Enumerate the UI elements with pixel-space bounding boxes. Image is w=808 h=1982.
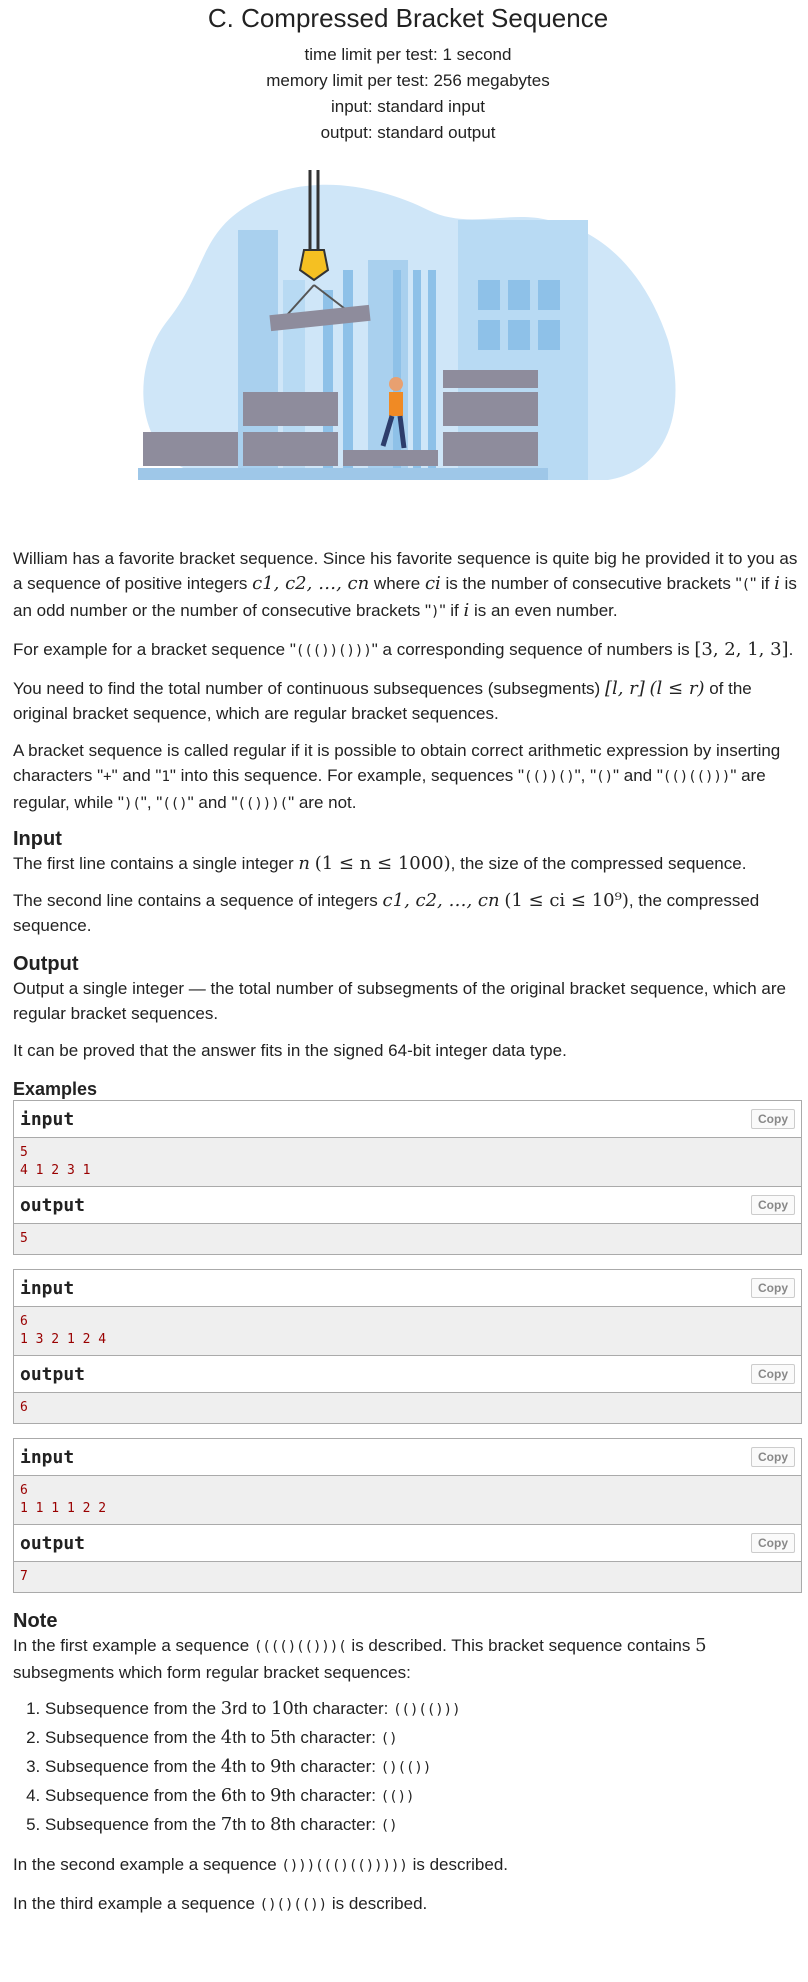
list-item: 5. Subsequence from the 7th to 8th character: ()	[45, 1811, 803, 1840]
input-line-2: The second line contains a sequence of integers c1, c2, …, cn (1 ≤ ci ≤ 10⁹), the compressed sequence.	[13, 890, 760, 935]
example-3-input: 6 1 1 1 1 2 2	[14, 1476, 801, 1525]
example-3-output: 7	[14, 1562, 801, 1592]
example-2	[13, 1269, 802, 1424]
example-1-output: 5	[14, 1224, 801, 1254]
output-label: output	[20, 1532, 86, 1554]
memory-limit: memory limit per test: 256 megabytes	[266, 71, 550, 90]
note-paragraph-3: In the third example a sequence ()()(()) is described.	[13, 1894, 428, 1913]
copy-button[interactable]: Copy	[751, 1109, 795, 1129]
output-heading: Output	[13, 953, 79, 975]
example-2-input-header	[14, 1270, 801, 1307]
output-label: output	[20, 1363, 86, 1385]
example-1	[13, 1100, 802, 1255]
statement-paragraph-3: You need to find the total number of continuous subsequences (subsegments) [l, r] (l ≤ r) of the original bracket sequence, which are regular bracket sequences.	[13, 678, 752, 723]
input-line-1: The first line contains a single integer n (1 ≤ n ≤ 1000), the size of the compressed sequence.	[13, 853, 747, 874]
copy-button[interactable]: Copy	[751, 1364, 795, 1384]
input-label: input	[20, 1446, 75, 1468]
time-limit: time limit per test: 1 second	[304, 45, 512, 64]
output-target: output: standard output	[320, 123, 496, 142]
example-1-output-header	[14, 1187, 801, 1224]
input-heading: Input	[13, 828, 62, 850]
list-item: 4. Subsequence from the 6th to 9th character: (())	[45, 1782, 803, 1811]
example-3-input-header	[14, 1439, 801, 1476]
problem-title: C. Compressed Bracket Sequence	[207, 3, 609, 33]
copy-button[interactable]: Copy	[751, 1195, 795, 1215]
list-item: 2. Subsequence from the 4th to 5th character: ()	[45, 1724, 803, 1753]
statement-paragraph-2: For example for a bracket sequence "((())()))" a corresponding sequence of numbers is [3, 2, 1, 3].	[13, 639, 794, 660]
example-2-input: 6 1 3 2 1 2 4	[14, 1307, 801, 1356]
example-1-input: 5 4 1 2 3 1	[14, 1138, 801, 1187]
example-1-input-header	[14, 1101, 801, 1138]
construction-illustration	[128, 170, 688, 522]
input-source: input: standard input	[330, 97, 486, 116]
list-item: 3. Subsequence from the 4th to 9th character: ()(())	[45, 1753, 803, 1782]
copy-button[interactable]: Copy	[751, 1533, 795, 1553]
note-heading: Note	[13, 1610, 58, 1632]
copy-button[interactable]: Copy	[751, 1278, 795, 1298]
output-line-1: Output a single integer — the total number of subsegments of the original bracket sequence, which are regular bracket sequences.	[13, 979, 787, 1023]
examples-heading: Examples	[13, 1079, 98, 1099]
example-2-output-header	[14, 1356, 801, 1393]
input-label: input	[20, 1108, 75, 1130]
list-item: 1. Subsequence from the 3rd to 10th character: (()(()))	[45, 1695, 803, 1724]
input-label: input	[20, 1277, 75, 1299]
example-3	[13, 1438, 802, 1593]
output-line-2: It can be proved that the answer fits in the signed 64-bit integer data type.	[13, 1041, 567, 1060]
example-2-output: 6	[14, 1393, 801, 1423]
statement-paragraph-1: William has a favorite bracket sequence. Since his favorite sequence is quite big he provided it to you as a sequence of positive integers c1, c2, …, cn where ci is the number of consecutive brackets "(" if i is an odd number or the number of consecutive brackets ")" if i is an even number.	[13, 549, 798, 621]
statement-paragraph-4: A bracket sequence is called regular if it is possible to obtain correct arithmetic expression by inserting characters "+" and "1" into this sequence. For example, sequences "(())()", "()" and "(()(()))" are regular, while ")(", "(()" and "(()))(" are not.	[13, 741, 781, 812]
note-list	[13, 1695, 803, 1840]
output-label: output	[20, 1194, 86, 1216]
problem-limits	[13, 42, 803, 146]
worker-head	[389, 377, 403, 391]
example-3-output-header	[14, 1525, 801, 1562]
note-paragraph-1: In the first example a sequence (((()(()))( is described. This bracket sequence contains 5 subsegments which form regular bracket sequences:	[13, 1635, 707, 1682]
note-paragraph-2: In the second example a sequence ()))((()(())))) is described.	[13, 1855, 509, 1874]
copy-button[interactable]: Copy	[751, 1447, 795, 1467]
